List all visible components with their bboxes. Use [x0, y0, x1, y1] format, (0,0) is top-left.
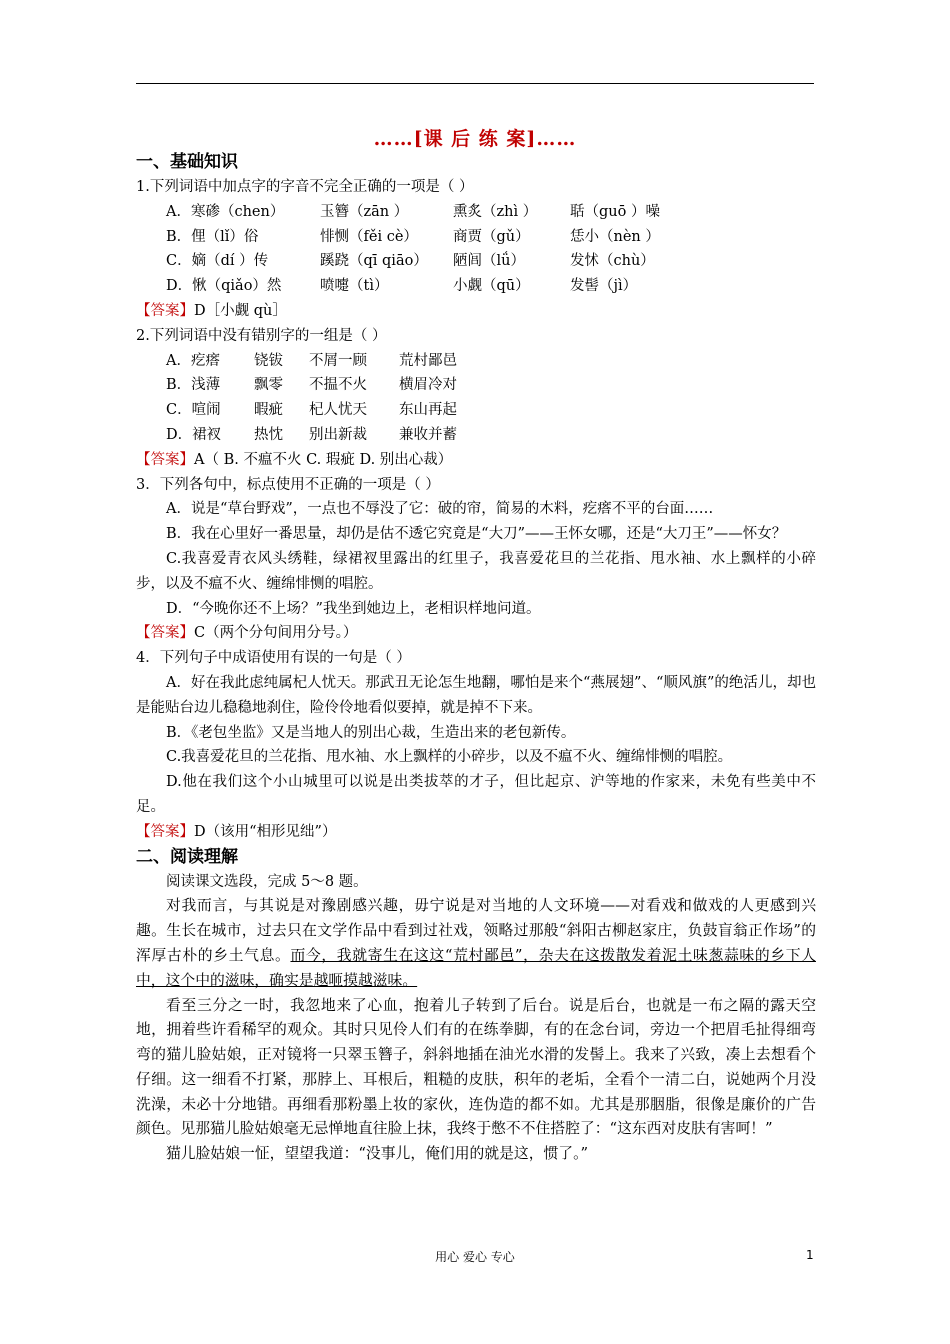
q3-option-c: C.我喜爱青衣风头绣鞋，绿裙衩里露出的红里子，我喜爱花旦的兰花指、甩水袖、水上飘样的小碎步，以及不瘟不火、缠绵悱恻的唱腔。 [136, 550, 816, 592]
q4-option-d: D.他在我们这个小山城里可以说是出类拔萃的才子，但比起京、沪等地的作家来，未免有些美中不足。 [136, 774, 816, 815]
q1-option-a: A．寒碜（chen） 玉簪（zān ） 熏炙（zhì ） 聒（guō ）噪 [166, 203, 660, 220]
page-number: 1 [806, 1248, 814, 1262]
q1-option-d: D．愀（qiǎo）然 喷嚏（tì） 小觑（qū） 发髻（jì） [166, 278, 638, 295]
q1-option-b: B．俚（lǐ）俗 悱恻（fěi cè） 商贾（gǔ） 恁小（nèn ） [166, 228, 660, 245]
section-heading-reading: 二、阅读理解 [136, 846, 238, 867]
underlined-sentence: 而今，我就寄生在这这“荒村鄙邑”，杂夫在这拨散发着泥土味葱蒜味的乡下人中，这个中的滋味，确实是越咂摸越滋味。 [136, 946, 816, 989]
q2-answer: 【答案】A（ B. 不瘟不火 C. 瑕疵 D. 别出心裁） [136, 451, 453, 468]
q2-stem: 2.下列词语中没有错别字的一组是（ ） [136, 327, 387, 344]
reading-intro: 阅读课文选段，完成 5～8 题。 [166, 873, 368, 890]
passage-paragraph-3: 猫儿脸姑娘一怔，望望我道：“没事儿，俺们用的就是这，惯了。” [166, 1145, 589, 1163]
header-rule [136, 83, 814, 84]
q3-answer: 【答案】C（两个分句间用分号。） [136, 625, 358, 642]
q4-option-a: A．好在我此虑纯属杞人忧天。那武丑无论怎生地翻，哪怕是来个“燕展翅”、“顺风旗”的绝活儿，却也是能贴台边儿稳稳地刹住，险伶伶地看似要掉，就是掉不下来。 [136, 674, 816, 716]
q3-stem: 3．下列各句中，标点使用不正确的一项是（ ） [136, 476, 440, 493]
page-title: ……[课 后 练 案]…… [373, 128, 577, 150]
passage-paragraph-1: 对我而言，与其说是对豫剧感兴趣，毋宁说是对当地的人文环境——对看戏和做戏的人更感到兴趣。生长在城市，过去只在文学作品中看到过社戏，领略过那般“斜阳古柳赵家庄，负鼓盲翁正作场”的浑厚古朴的乡土气息。而今，我就寄生在这这“荒村鄙邑”，杂夫在这拨散发着泥土味葱蒜味的乡下人中，这个中的滋味，确实是越咂摸越滋味。 [136, 897, 816, 989]
q3-option-a: A．说是“草台野戏”，一点也不辱没了它：破的帘，简易的木料，疙瘩不平的台面…… [166, 501, 714, 518]
q4-stem: 4．下列句子中成语使用有误的一句是（ ） [136, 650, 411, 667]
q3-option-d: D．“今晚你还不上场？”我坐到她边上，老相识样地问道。 [166, 600, 541, 617]
page-footer: 用心 爱心 专心 [435, 1250, 515, 1264]
q4-option-b: B．《老包坐监》又是当地人的别出心裁，生造出来的老包新传。 [166, 724, 576, 741]
passage-paragraph-2: 看至三分之一时，我忽地来了心血，抱着儿子转到了后台。说是后台，也就是一布之隔的露天空地，拥着些许看稀罕的观众。其时只见伶人们有的在练拳脚，有的在念台词，旁边一个把眉毛扯得细弯弯的猫儿脸姑娘，正对镜将一只翠玉簪子，斜斜地插在油光水滑的发髻上。我来了兴致，凑上去想看个仔细。这一细看不打紧，那脖上、耳根后，粗糙的皮肤，积年的老垢，全看个一清二白，说她两个月没洗澡，未必十分地错。再细看那粉墨上妆的家伙，连伪造的都不如。尤其是那胭脂，很像是廉价的广告颜色。见那猫儿脸姑娘毫无忌惮地直往脸上抹，我终于憋不不住搭腔了：“这东西对皮肤有害呵！” [136, 996, 816, 1138]
document-body [136, 150, 816, 1167]
q1-stem: 1.下列词语中加点字的字音不完全正确的一项是（ ） [136, 179, 474, 195]
q2-option-c: C．喧闹 暇疵 杞人忧天 东山再起 [166, 402, 457, 419]
q2-option-b: B．浅薄 飘零 不揾不火 横眉冷对 [166, 377, 457, 394]
q2-option-d: D．裙衩 热忱 别出新裁 兼收并蓄 [166, 426, 457, 443]
q1-answer: 【答案】D［小觑 qù］ [136, 302, 287, 319]
q3-option-b: B．我在心里好一番思量，却仍是估不透它究竟是“大刀”——王怀女哪，还是“大刀王”——怀女？ [166, 526, 787, 543]
q4-answer: 【答案】D（该用“相形见绌”） [136, 823, 337, 840]
q4-option-c: C.我喜爱花旦的兰花指、甩水袖、水上飘样的小碎步，以及不瘟不火、缠绵悱恻的唱腔。 [166, 749, 733, 766]
q2-option-a: A．疙瘩 铙钹 不屑一顾 荒村鄙邑 [166, 352, 457, 369]
q1-option-c: C．嫡（dí ）传 蹊跷（qī qiāo） 陋闾（lǘ） 发怵（chù） [166, 253, 655, 270]
section-heading-basic: 一、基础知识 [136, 152, 238, 172]
